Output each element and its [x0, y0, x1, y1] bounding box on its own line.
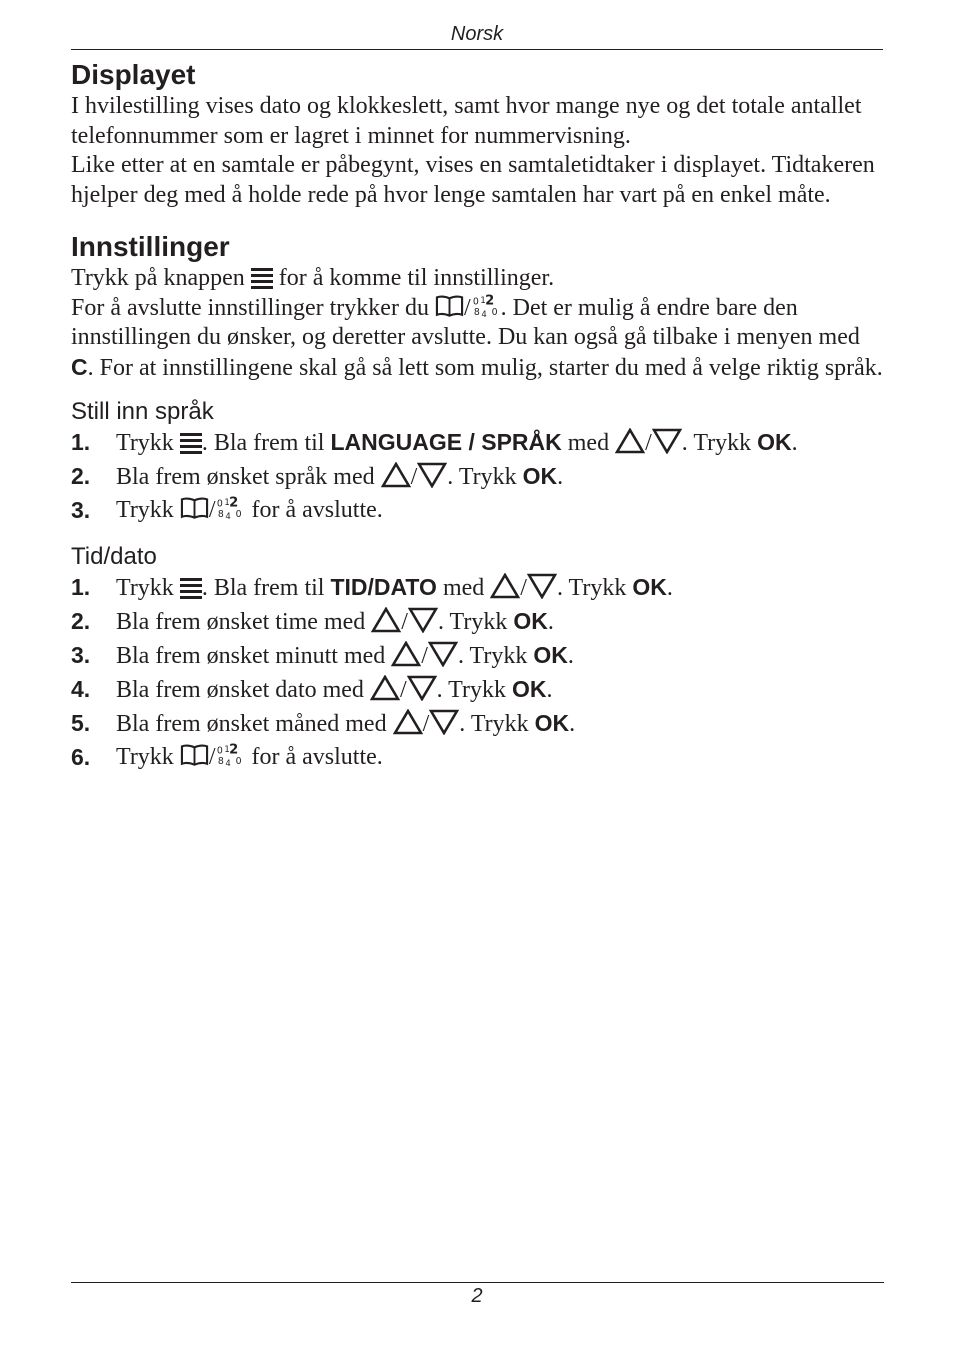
list-item: 5. Bla frem ønsket måned med / . Trykk OK.	[71, 710, 576, 737]
header-language: Norsk	[450, 23, 504, 45]
c-key-label: C	[71, 353, 88, 380]
header-rule	[71, 49, 883, 50]
caller-id-icon	[215, 496, 245, 521]
innstillinger-paragraph-2: For å avslutte innstillinger trykker du / . Det er mulig å endre bare den innstillingen du ønsker, og deretter avslutte. Du kan også gå tilbake i menyen med C. For at innstillingene skal gå så lett som mulig, starter du med å velge riktig språk.	[71, 294, 883, 381]
up-arrow-icon	[615, 428, 645, 454]
section-title-displayet: Displayet	[71, 59, 196, 90]
list-item: 6. Trykk / for å avslutte.	[71, 744, 383, 770]
subsection-title-sprak: Still inn språk	[71, 398, 214, 425]
up-arrow-icon	[393, 709, 423, 735]
caller-id-icon	[215, 743, 245, 768]
down-arrow-icon	[527, 573, 557, 599]
caller-id-icon	[471, 294, 501, 319]
list-item: 2. Bla frem ønsket språk med / . Trykk OK.	[71, 463, 564, 490]
menu-icon	[251, 267, 273, 289]
footer-rule	[71, 1282, 884, 1283]
down-arrow-icon	[417, 462, 447, 488]
down-arrow-icon	[407, 675, 437, 701]
subsection-tid-dato	[71, 542, 883, 772]
list-item: 3. Trykk / for å avslutte.	[71, 497, 383, 523]
page-content	[71, 58, 883, 775]
list-item: 3. Bla frem ønsket minutt med / . Trykk OK.	[71, 642, 574, 669]
phonebook-icon	[435, 295, 464, 319]
up-arrow-icon	[371, 607, 401, 633]
tiddato-steps	[71, 572, 883, 772]
subsection-title-tiddato: Tid/dato	[71, 543, 157, 570]
phonebook-icon	[180, 497, 209, 521]
page-number: 2	[471, 1285, 483, 1307]
list-item: 1. Trykk . Bla frem til LANGUAGE / SPRÅK med / . Trykk OK.	[71, 429, 798, 456]
sprak-steps	[71, 427, 883, 525]
down-arrow-icon	[652, 428, 682, 454]
phonebook-icon	[180, 744, 209, 768]
subsection-still-inn-sprak	[71, 397, 883, 525]
down-arrow-icon	[408, 607, 438, 633]
up-arrow-icon	[391, 641, 421, 667]
down-arrow-icon	[429, 709, 459, 735]
up-arrow-icon	[370, 675, 400, 701]
displayet-paragraph-2: Like etter at en samtale er påbegynt, vises en samtaletidtaker i displayet. Tidtakeren hjelper deg med å holde rede på hvor lenge samtalen har vart på en enkel måte.	[71, 152, 875, 208]
menu-icon	[180, 577, 202, 599]
displayet-paragraph-1: I hvilestilling vises dato og klokkeslett, samt hvor mange nye og det totale antallet telefonnummer som er lagret i minnet for nummervisning.	[71, 93, 862, 149]
down-arrow-icon	[428, 641, 458, 667]
section-displayet	[71, 58, 883, 210]
list-item: 2. Bla frem ønsket time med / . Trykk OK.	[71, 608, 554, 635]
section-title-innstillinger: Innstillinger	[71, 231, 230, 262]
innstillinger-paragraph-1: Trykk på knappen for å komme til innstillinger.	[71, 265, 555, 291]
list-item: 4. Bla frem ønsket dato med / . Trykk OK.	[71, 676, 553, 703]
up-arrow-icon	[381, 462, 411, 488]
up-arrow-icon	[490, 573, 520, 599]
menu-icon	[180, 432, 202, 454]
section-innstillinger	[71, 230, 883, 383]
list-item: 1. Trykk . Bla frem til TID/DATO med / . Trykk OK.	[71, 574, 673, 601]
